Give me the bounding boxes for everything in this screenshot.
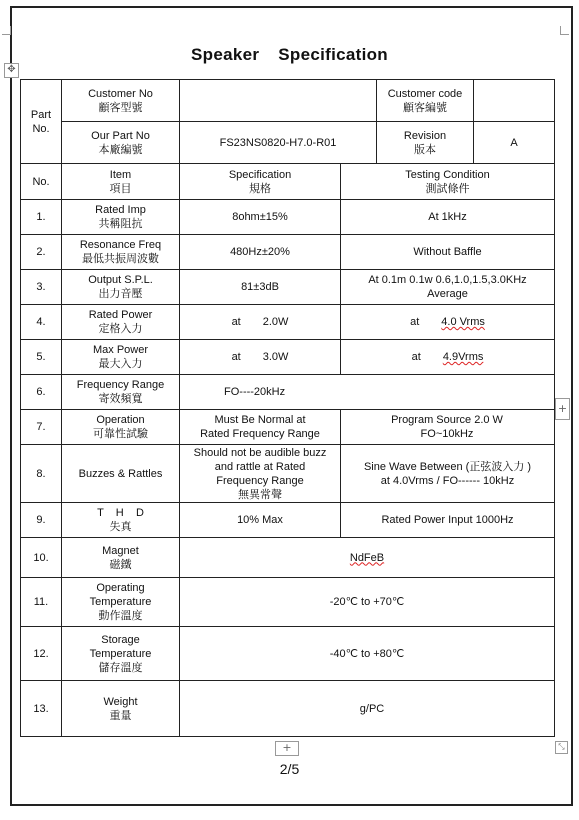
table-row [21,538,555,578]
customer-no-label: Customer No 顧客型號 [62,80,180,122]
value-cell[interactable]: NdFeB [180,538,555,578]
condition-cell[interactable]: at 4.0 Vrms [341,305,555,340]
col-spec-header: Specification 規格 [180,164,341,200]
spec-cell[interactable]: FO----20kHz [180,375,555,410]
condition-cell[interactable]: Without Baffle [341,235,555,270]
table-row [21,445,555,503]
customer-code-label: Customer code 顧客編號 [377,80,474,122]
page-number: 2/5 [279,761,300,777]
spec-cell[interactable]: 480Hz±20% [180,235,341,270]
table-row [21,305,555,340]
spec-cell[interactable]: 10% Max [180,503,341,538]
table-resize-icon[interactable]: ⤡ [555,741,568,754]
condition-cell[interactable]: At 1kHz [341,200,555,235]
item-cell: Resonance Freq 最低共振周波數 [62,235,180,270]
column-header-row [21,164,555,200]
spec-cell[interactable]: 8ohm±15% [180,200,341,235]
header-row [21,122,555,164]
col-item-header: Item 項目 [62,164,180,200]
table-row [21,681,555,737]
header-row [21,80,555,122]
table-row [21,200,555,235]
row-number: 12. [21,627,62,681]
item-cell: Weight 重量 [62,681,180,737]
row-number: 6. [21,375,62,410]
table-row [21,270,555,305]
row-number: 3. [21,270,62,305]
spec-cell[interactable]: Must Be Normal at Rated Frequency Range [180,410,341,445]
item-cell: Buzzes & Rattles [62,445,180,503]
spec-cell[interactable]: Should not be audible buzz and rattle at Rated Frequency Range 無異常聲 [180,445,341,503]
spec-table [20,79,555,737]
revision-label: Revision 版本 [377,122,474,164]
value-cell[interactable]: g/PC [180,681,555,737]
value-cell[interactable]: -40℃ to +80℃ [180,627,555,681]
item-cell: Frequency Range 寄效頻寬 [62,375,180,410]
add-row-icon[interactable]: + [275,741,299,756]
document-title: Speaker Specification [191,45,388,64]
item-cell: Storage Temperature 儲存溫度 [62,627,180,681]
our-part-value[interactable]: FS23NS0820-H7.0-R01 [180,122,377,164]
add-column-icon[interactable]: + [555,398,570,420]
row-number: 2. [21,235,62,270]
item-cell: T H D 失真 [62,503,180,538]
row-number: 1. [21,200,62,235]
condition-cell[interactable]: Rated Power Input 1000Hz [341,503,555,538]
row-number: 13. [21,681,62,737]
table-row [21,627,555,681]
condition-cell[interactable]: Sine Wave Between (正弦波入力 ) at 4.0Vrms / FO------ 10kHz [341,445,555,503]
spec-cell[interactable]: 81±3dB [180,270,341,305]
item-cell: Rated Imp 共稱阻抗 [62,200,180,235]
customer-no-value[interactable] [180,80,377,122]
col-no-header: No. [21,164,62,200]
row-number: 11. [21,578,62,627]
row-number: 10. [21,538,62,578]
item-cell: Max Power 最大入力 [62,340,180,375]
row-number: 7. [21,410,62,445]
value-cell[interactable]: -20℃ to +70℃ [180,578,555,627]
table-row [21,375,555,410]
customer-code-value[interactable] [474,80,555,122]
col-condition-header: Testing Condition 測試條件 [341,164,555,200]
table-row [21,235,555,270]
crop-mark [560,26,569,35]
item-cell: Magnet 磁鐵 [62,538,180,578]
table-row [21,340,555,375]
item-cell: Operating Temperature 動作溫度 [62,578,180,627]
row-number: 8. [21,445,62,503]
row-number: 9. [21,503,62,538]
table-row [21,410,555,445]
spec-cell[interactable]: at 3.0W [180,340,341,375]
item-cell: Output S.P.L. 出力音壓 [62,270,180,305]
table-row [21,578,555,627]
row-number: 4. [21,305,62,340]
spec-cell[interactable]: at 2.0W [180,305,341,340]
condition-cell[interactable]: At 0.1m 0.1w 0.6,1.0,1.5,3.0KHz Average [341,270,555,305]
crop-mark [2,26,11,35]
our-part-label: Our Part No 本廠編號 [62,122,180,164]
item-cell: Rated Power 定格入力 [62,305,180,340]
item-cell: Operation 可靠性試驗 [62,410,180,445]
table-move-handle-icon[interactable]: ✥ [4,63,19,78]
condition-cell[interactable]: at 4.9Vrms [341,340,555,375]
condition-cell[interactable]: Program Source 2.0 W FO~10kHz [341,410,555,445]
row-number: 5. [21,340,62,375]
part-no-label: Part No. [21,80,62,164]
table-row [21,503,555,538]
revision-value[interactable]: A [474,122,555,164]
